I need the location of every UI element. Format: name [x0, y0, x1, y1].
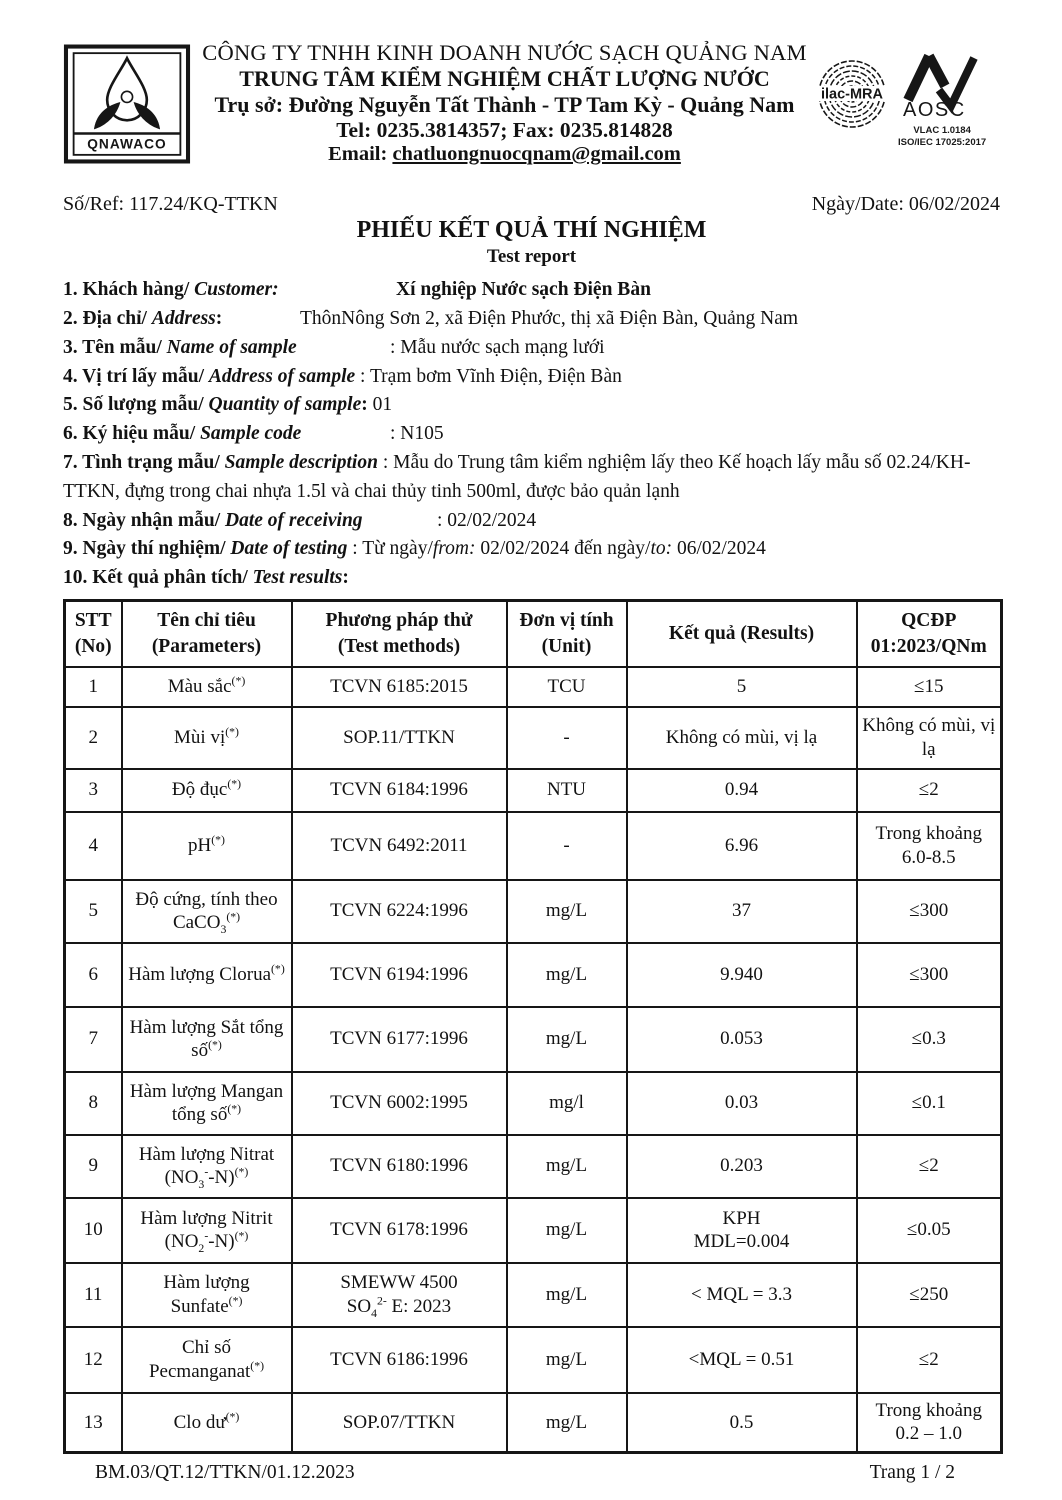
info-item-sample-name	[63, 334, 1000, 363]
cell-method: TCVN 6185:2015	[292, 667, 507, 707]
results-table	[63, 599, 1003, 1454]
cell-unit: -	[507, 812, 627, 880]
table-header-no: STT (No)	[65, 601, 122, 667]
info-value: Xí nghiệp Nước sạch Điện Bàn	[396, 279, 651, 301]
cell-limit: ≤2	[857, 1135, 1002, 1198]
cell-unit: TCU	[507, 667, 627, 707]
ilac-mra-logo-icon	[818, 50, 888, 142]
cell-no: 12	[65, 1327, 122, 1393]
table-header-method: Phương pháp thử (Test methods)	[292, 601, 507, 667]
cell-unit: mg/L	[507, 880, 627, 943]
table-header-parameter: Tên chỉ tiêu (Parameters)	[122, 601, 292, 667]
qnawaco-logo-icon	[63, 44, 191, 164]
cell-limit: ≤0.05	[857, 1198, 1002, 1263]
info-value: : Mẫu do Trung tâm kiểm nghiệm lấy theo Kế hoạch lấy mẫu số 02.24/KH-TTKN, đựng trong chai nhựa 1.5l và chai thủy tinh 500ml, được bảo quản lạnh	[63, 452, 971, 502]
info-label: 4. Vị trí lấy mẫu/ Address of sample	[63, 365, 356, 387]
table-header-unit: Đơn vị tính (Unit)	[507, 601, 627, 667]
cell-result: 0.94	[627, 769, 857, 812]
info-label: 1. Khách hàng/ Customer:	[63, 279, 279, 301]
table-row	[65, 1072, 1002, 1135]
cell-result: 5	[627, 667, 857, 707]
info-value: : Trạm bơm Vĩnh Điện, Điện Bàn	[355, 365, 622, 387]
cell-limit: Trong khoảng 6.0-8.5	[857, 812, 1002, 880]
cell-unit: mg/L	[507, 1135, 627, 1198]
cell-method: TCVN 6194:1996	[292, 943, 507, 1007]
table-row	[65, 1135, 1002, 1198]
page-subtitle: Test report	[486, 245, 577, 267]
cell-unit: -	[507, 707, 627, 769]
table-row	[65, 812, 1002, 880]
cell-parameter: Hàm lượng Clorua(*)	[122, 943, 292, 1007]
info-label: 2. Địa chỉ/ Address:	[63, 308, 223, 330]
cell-parameter: Độ cứng, tính theo CaCO$_3$(*)	[122, 880, 292, 943]
cell-parameter: Màu sắc(*)	[122, 667, 292, 707]
table-row	[65, 1198, 1002, 1263]
info-value: : Từ ngày/from: 02/02/2024 đến ngày/to: 06/02/2024	[347, 538, 766, 560]
cell-no: 3	[65, 769, 122, 812]
center-name: TRUNG TÂM KIỂM NGHIỆM CHẤT LƯỢNG NƯỚC	[239, 66, 770, 92]
info-label: 3. Tên mẫu/ Name of sample	[63, 336, 297, 358]
cell-result: 6.96	[627, 812, 857, 880]
info-value: : 02/02/2024	[437, 509, 537, 531]
cell-method: TCVN 6002:1995	[292, 1072, 507, 1135]
cell-no: 9	[65, 1135, 122, 1198]
table-row	[65, 943, 1002, 1007]
cell-unit: NTU	[507, 769, 627, 812]
cell-limit: ≤0.3	[857, 1007, 1002, 1072]
svg-text:ilac-MRA: ilac-MRA	[820, 86, 884, 103]
cell-method: TCVN 6492:2011	[292, 812, 507, 880]
table-row	[65, 707, 1002, 769]
info-value: 01	[367, 394, 393, 416]
cell-parameter: Chỉ số Pecmanganat(*)	[122, 1327, 292, 1393]
cell-result: Không có mùi, vị lạ	[627, 707, 857, 769]
info-label: 9. Ngày thí nghiệm/ Date of testing	[63, 538, 348, 560]
info-item-sample-code	[63, 420, 1000, 449]
cell-no: 11	[65, 1263, 122, 1327]
cell-parameter: Độ đục(*)	[122, 769, 292, 812]
cell-unit: mg/L	[507, 1198, 627, 1263]
cell-result: 0.5	[627, 1393, 857, 1453]
aosc-logo-icon	[902, 50, 982, 120]
company-name: CÔNG TY TNHH KINH DOANH NƯỚC SẠCH QUẢNG NAM	[202, 40, 807, 65]
aosc-cert-2: ISO/IEC 17025:2017	[898, 136, 987, 148]
page-title: PHIẾU KẾT QUẢ THÍ NGHIỆM	[356, 217, 707, 243]
cell-no: 7	[65, 1007, 122, 1072]
cell-method: TCVN 6186:1996	[292, 1327, 507, 1393]
footer-form-code: BM.03/QT.12/TTKN/01.12.2023	[95, 1462, 355, 1484]
cell-no: 4	[65, 812, 122, 880]
table-header-limit: QCĐP 01:2023/QNm	[857, 601, 1002, 667]
info-item-date-testing	[63, 535, 1000, 564]
email-label: Email:	[328, 142, 388, 165]
cell-limit: ≤2	[857, 769, 1002, 812]
cell-parameter: Hàm lượng Sắt tổng số(*)	[122, 1007, 292, 1072]
info-item-customer	[63, 276, 1000, 305]
table-row	[65, 1327, 1002, 1393]
header-text-block	[191, 38, 818, 167]
svg-text:QNAWACO: QNAWACO	[87, 136, 167, 152]
aosc-cert-1: VLAC 1.0184	[913, 125, 971, 136]
cell-parameter: Hàm lượng Nitrat $(NO_3^--N)^{(*)}$	[122, 1135, 292, 1198]
table-header-row	[65, 601, 1002, 667]
info-label: 8. Ngày nhận mẫu/ Date of receiving	[63, 509, 363, 531]
cell-limit: Không có mùi, vị lạ	[857, 707, 1002, 769]
cell-method: SOP.07/TTKN	[292, 1393, 507, 1453]
cell-no: 10	[65, 1198, 122, 1263]
cell-unit: mg/l	[507, 1072, 627, 1135]
cell-parameter: Hàm lượng Mangan tổng số(*)	[122, 1072, 292, 1135]
cell-unit: mg/L	[507, 1327, 627, 1393]
cell-unit: mg/L	[507, 943, 627, 1007]
cell-result: 9.940	[627, 943, 857, 1007]
ref-number: Số/Ref: 117.24/KQ-TTKN	[63, 193, 278, 215]
info-item-sample-quantity	[63, 391, 1000, 420]
cell-no: 13	[65, 1393, 122, 1453]
info-label: 6. Ký hiệu mẫu/ Sample code	[63, 423, 302, 445]
info-label: 7. Tình trạng mẫu/ Sample description	[63, 452, 378, 474]
cell-limit: ≤300	[857, 880, 1002, 943]
accreditation-logos	[818, 38, 1000, 149]
header-section	[63, 38, 1000, 169]
ref-date-row	[63, 193, 1000, 216]
cell-parameter: Hàm lượng Nitrit $(NO_2^--N)^{(*)}$	[122, 1198, 292, 1263]
cell-no: 1	[65, 667, 122, 707]
cell-method: TCVN 6184:1996	[292, 769, 507, 812]
cell-limit: ≤0.1	[857, 1072, 1002, 1135]
info-label: 10. Kết quả phân tích/ Test results:	[63, 567, 349, 589]
aosc-logo	[898, 50, 986, 149]
qnawaco-logo	[63, 38, 191, 169]
table-row	[65, 1007, 1002, 1072]
page-footer	[63, 1462, 1000, 1484]
info-value: ThônNông Sơn 2, xã Điện Phước, thị xã Điện Bàn, Quảng Nam	[300, 308, 799, 330]
cell-method: SOP.11/TTKN	[292, 707, 507, 769]
info-item-date-receiving	[63, 507, 1000, 536]
cell-no: 8	[65, 1072, 122, 1135]
info-item-sample-location	[63, 363, 1000, 392]
report-date: Ngày/Date: 06/02/2024	[811, 193, 1000, 215]
cell-parameter: Mùi vị(*)	[122, 707, 292, 769]
info-item-address	[63, 305, 1000, 334]
cell-limit: ≤15	[857, 667, 1002, 707]
table-row	[65, 769, 1002, 812]
cell-result: <MQL = 0.51	[627, 1327, 857, 1393]
cell-result: < MQL = 3.3	[627, 1263, 857, 1327]
cell-method: TCVN 6180:1996	[292, 1135, 507, 1198]
hq-address: Trụ sở: Đường Nguyễn Tất Thành - TP Tam Kỳ - Quảng Nam	[214, 92, 795, 118]
cell-method: TCVN 6177:1996	[292, 1007, 507, 1072]
table-row	[65, 1263, 1002, 1327]
cell-result: 0.203	[627, 1135, 857, 1198]
cell-result: 37	[627, 880, 857, 943]
cell-unit: mg/L	[507, 1393, 627, 1453]
cell-unit: mg/L	[507, 1263, 627, 1327]
cell-method: TCVN 6224:1996	[292, 880, 507, 943]
tel-fax: Tel: 0235.3814357; Fax: 0235.814828	[336, 117, 673, 142]
table-row	[65, 667, 1002, 707]
cell-parameter: pH(*)	[122, 812, 292, 880]
cell-result: 0.03	[627, 1072, 857, 1135]
info-item-test-results-heading	[63, 564, 1000, 593]
table-row	[65, 880, 1002, 943]
email-address: chatluongnuocqnam@gmail.com	[392, 142, 681, 165]
cell-parameter: Clo dư(*)	[122, 1393, 292, 1453]
cell-no: 6	[65, 943, 122, 1007]
cell-limit: ≤2	[857, 1327, 1002, 1393]
info-value: : N105	[390, 423, 444, 445]
table-header-result: Kết quả (Results)	[627, 601, 857, 667]
cell-limit: ≤300	[857, 943, 1002, 1007]
cell-parameter: Hàm lượng Sunfate(*)	[122, 1263, 292, 1327]
footer-page-number: Trang 1 / 2	[869, 1462, 955, 1484]
cell-method: TCVN 6178:1996	[292, 1198, 507, 1263]
cell-method: SMEWW 4500 $SO_4^{2-}$ E: 2023	[292, 1263, 507, 1327]
cell-result: KPH MDL=0.004	[627, 1198, 857, 1263]
cell-no: 2	[65, 707, 122, 769]
cell-unit: mg/L	[507, 1007, 627, 1072]
info-value: : Mẫu nước sạch mạng lưới	[390, 336, 605, 358]
table-row	[65, 1393, 1002, 1453]
sample-info-list	[63, 276, 1000, 593]
info-label: 5. Số lượng mẫu/ Quantity of sample:	[63, 394, 368, 416]
cell-limit: ≤250	[857, 1263, 1002, 1327]
info-item-sample-description	[63, 449, 1000, 507]
cell-result: 0.053	[627, 1007, 857, 1072]
svg-text:AOSC: AOSC	[903, 99, 966, 120]
cell-limit: Trong khoảng 0.2 – 1.0	[857, 1393, 1002, 1453]
email-line	[191, 143, 818, 167]
cell-no: 5	[65, 880, 122, 943]
